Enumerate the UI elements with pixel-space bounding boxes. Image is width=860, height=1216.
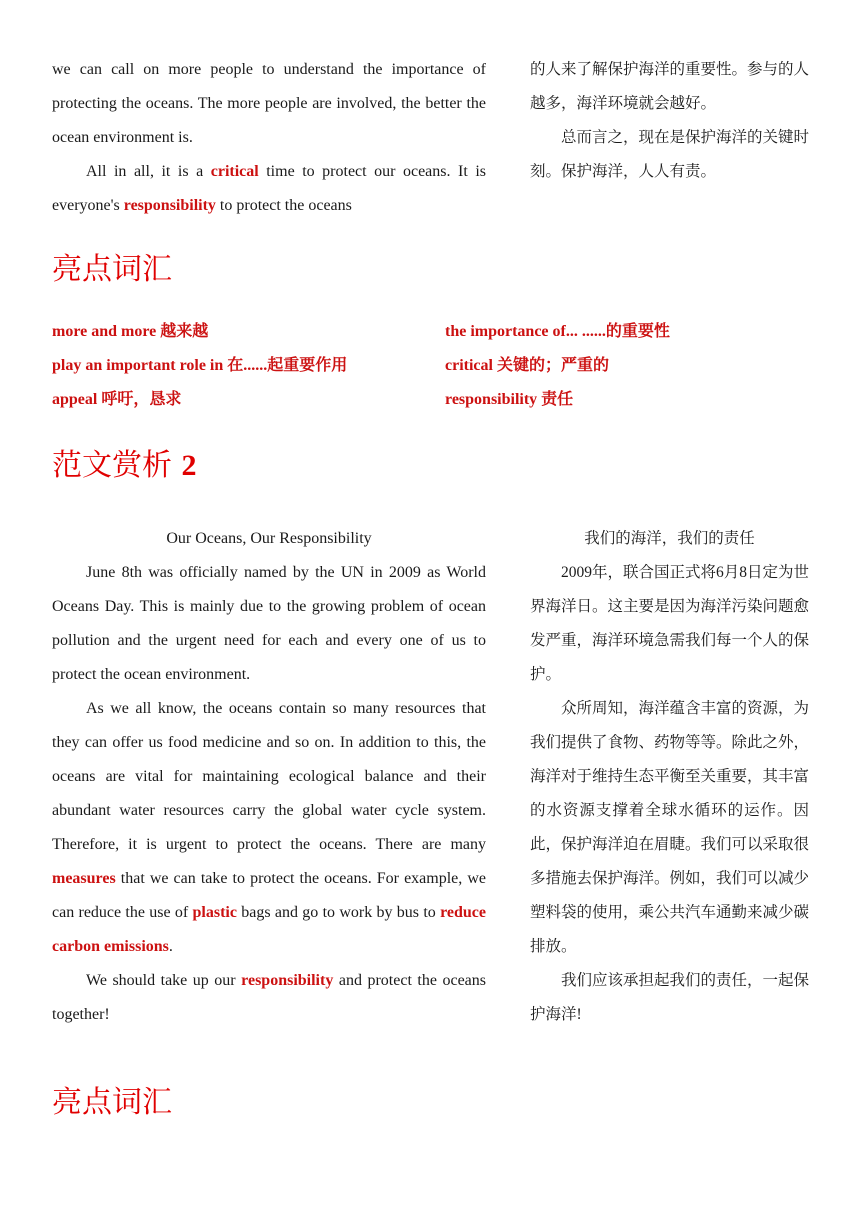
essay2-en-paragraph-1: June 8th was officially named by the UN in 2009 as World Oceans Day. This is mainly due to the growing problem of ocean pollution and the urgent need for each and every one of us to protect the ocean environment. [52, 564, 486, 683]
highlight-responsibility: responsibility [123, 197, 216, 214]
top-en-paragraph-1: we can call on more people to understand the importance of protecting the oceans. The more people are involved, the better the ocean environment is. [52, 61, 486, 146]
top-en-paragraph-2: All in all, it is a critical time to protect our oceans. It is everyone's responsibility to protect the oceans [52, 163, 487, 214]
essay2-zh-paragraph-2: 众所周知，海洋蕴含丰富的资源，为我们提供了食物、药物等等。除此之外，海洋对于维持生态平衡至关重要，其丰富的水资源支撑着全球水循环的运作。因此，保护海洋迫在眉睫。我们可以采取很多措施去保护海洋。例如，我们可以减少塑料袋的使用，乘公共汽车通勤来减少碳排放。 [530, 700, 810, 955]
vocab-item: play an important role in 在......起重要作用 [52, 357, 348, 374]
vocab-item: the importance of... ......的重要性 [445, 323, 670, 340]
essay2-chinese-column [530, 522, 809, 1032]
top-zh-paragraph-1: 的人来了解保护海洋的重要性。参与的人越多，海洋环境就会越好。 [530, 61, 810, 112]
vocab-item: critical 关键的；严重的 [445, 357, 609, 374]
essay2-zh-paragraph-1: 2009年，联合国正式将6月8日定为世界海洋日。这主要是因为海洋污染问题愈发严重，海洋环境急需我们每一个人的保护。 [530, 564, 810, 683]
essay2-english-column [52, 522, 486, 1032]
vocab-list-right [445, 315, 825, 417]
highlight-reduce-carbon-emissions: reduce carbon emissions [52, 904, 486, 955]
essay2-title-en: Our Oceans, Our Responsibility [166, 530, 372, 547]
essay2-zh-paragraph-3: 我们应该承担起我们的责任，一起保护海洋! [530, 972, 810, 1023]
vocab-list-left [52, 315, 432, 417]
highlight-vocab-heading-1: 亮点词汇 [52, 252, 172, 287]
essay2-en-paragraph-2: As we all know, the oceans contain so many resources that they can offer us food medicine and so on. In addition to this, the oceans are vital for maintaining ecological balance and their abundant water resources carry the global water cycle system. Therefore, it is urgent to protect the oceans. There are many measures that we can take to protect the oceans. For example, we can reduce the use of plastic bags and go to work by bus to reduce carbon emissions. [52, 700, 486, 955]
top-zh-paragraph-2: 总而言之，现在是保护海洋的关键时刻。保护海洋，人人有责。 [530, 129, 810, 180]
top-chinese-column [530, 53, 809, 189]
top-english-column [52, 53, 486, 223]
highlight-measures: measures [52, 870, 116, 887]
highlight-plastic: plastic [192, 904, 237, 921]
vocab-item: responsibility 责任 [445, 391, 574, 408]
highlight-vocab-heading-3: 亮点词汇 [52, 1085, 172, 1120]
model-essay-heading-2: 范文赏析 2 [52, 448, 197, 483]
highlight-responsibility: responsibility [241, 972, 334, 989]
vocab-item: more and more 越来越 [52, 323, 209, 340]
essay2-en-paragraph-3: We should take up our responsibility and protect the oceans together! [52, 972, 486, 1023]
essay2-title-zh: 我们的海洋，我们的责任 [584, 530, 755, 547]
vocab-item: appeal 呼吁，恳求 [52, 391, 182, 408]
highlight-critical: critical [210, 163, 259, 180]
